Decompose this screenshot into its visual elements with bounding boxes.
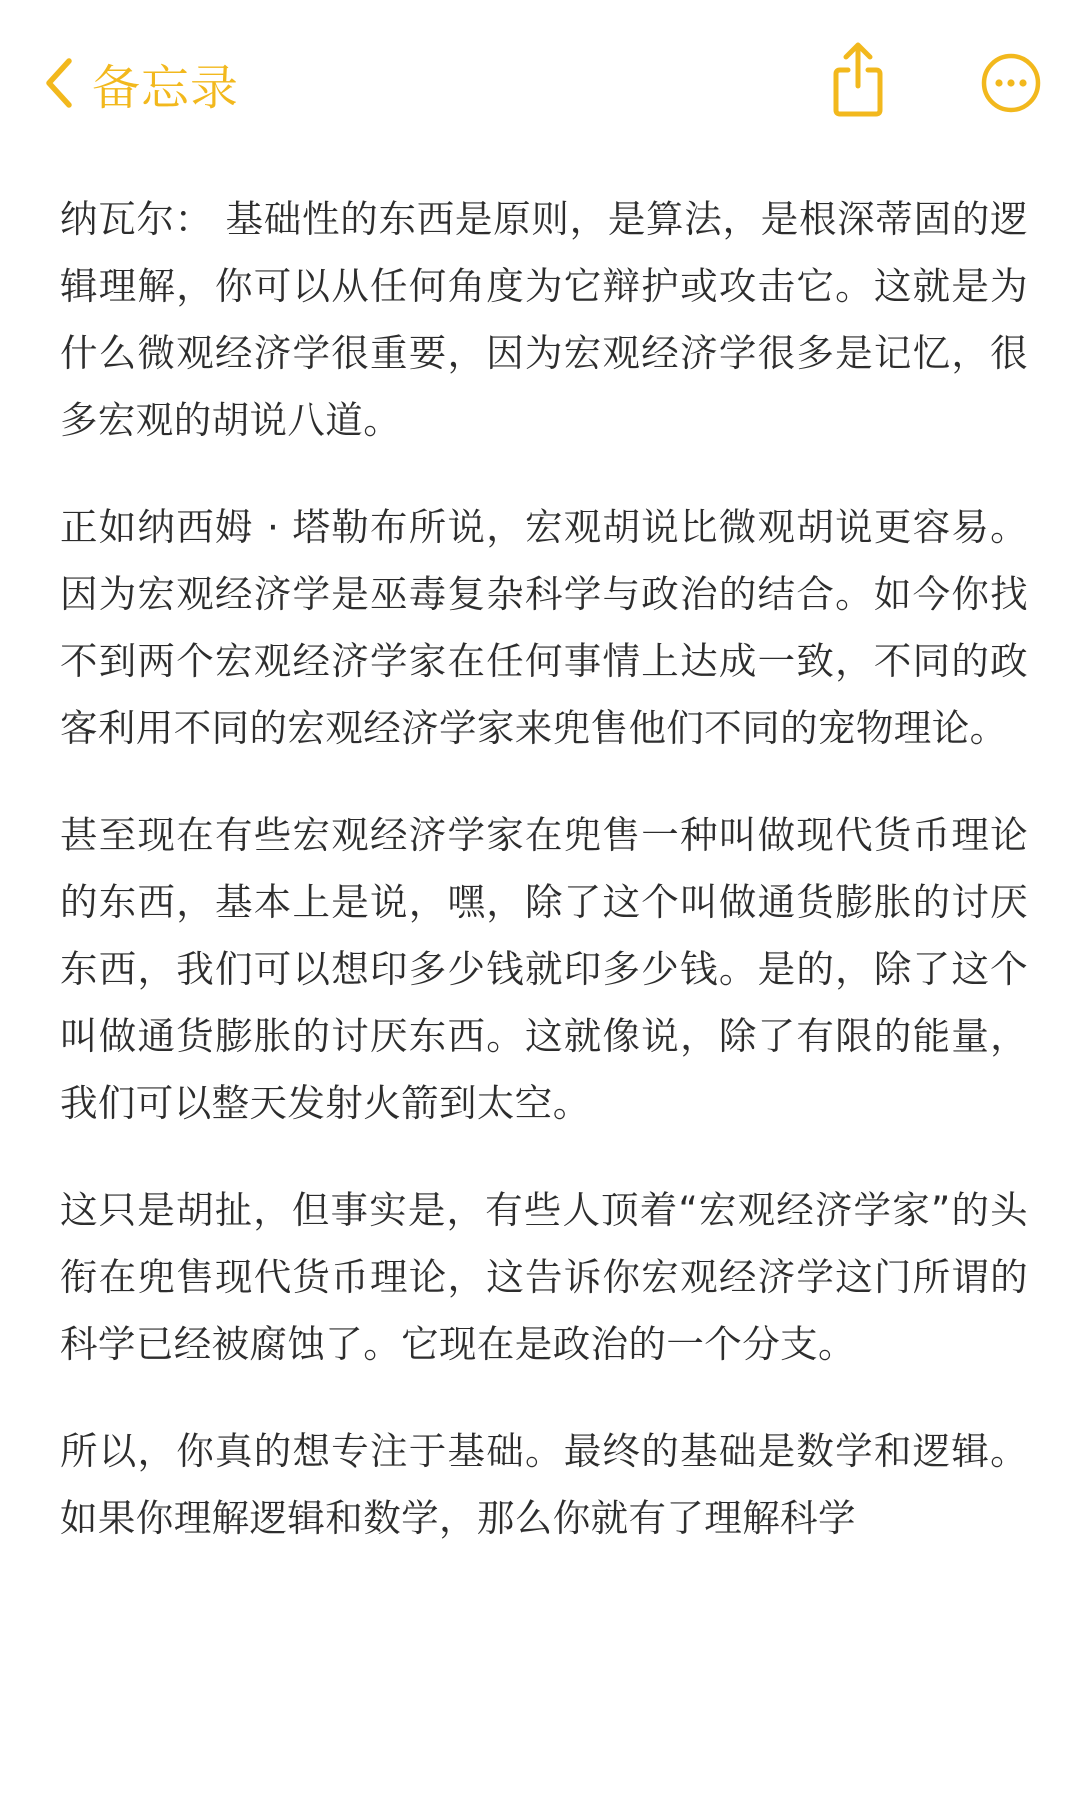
note-paragraph: 所以，你真的想专注于基础。最终的基础是数学和逻辑。如果你理解逻辑和数学，那么你就有了理解科学 xyxy=(60,1429,1028,1540)
note-paragraph: 甚至现在有些宏观经济学家在兜售一种叫做现代货币理论的东西，基本上是说，嘿，除了这个叫做通货膨胀的讨厌东西，我们可以想印多少钱就印多少钱。是的，除了这个叫做通货膨胀的讨厌东西。这就像说，除了有限的能量，我们可以整天发射火箭到太空。 xyxy=(60,813,1028,1125)
share-button[interactable] xyxy=(828,40,888,120)
chevron-left-icon xyxy=(44,57,74,109)
more-button[interactable] xyxy=(980,52,1042,114)
more-icon xyxy=(980,99,1042,118)
note-paragraph: 纳瓦尔： 基础性的东西是原则，是算法，是根深蒂固的逻辑理解，你可以从任何角度为它辩护或攻击它。这就是为什么微观经济学很重要，因为宏观经济学很多是记忆，很多宏观的胡说八道。 xyxy=(60,197,1028,442)
share-icon xyxy=(828,105,888,124)
back-button[interactable] xyxy=(44,48,239,118)
note-body[interactable] xyxy=(60,186,1028,1592)
note-paragraph: 正如纳西姆 · 塔勒布所说，宏观胡说比微观胡说更容易。因为宏观经济学是巫毒复杂科学与政治的结合。如今你找不到两个宏观经济学家在任何事情上达成一致，不同的政客利用不同的宏观经济学家来兜售他们不同的宠物理论。 xyxy=(60,505,1028,750)
note-paragraph: 这只是胡扯，但事实是，有些人顶着“宏观经济学家”的头衔在兜售现代货币理论，这告诉你宏观经济学这门所谓的科学已经被腐蚀了。它现在是政治的一个分支。 xyxy=(60,1188,1028,1366)
navigation-bar xyxy=(0,0,1080,165)
back-label: 备忘录 xyxy=(92,59,240,116)
